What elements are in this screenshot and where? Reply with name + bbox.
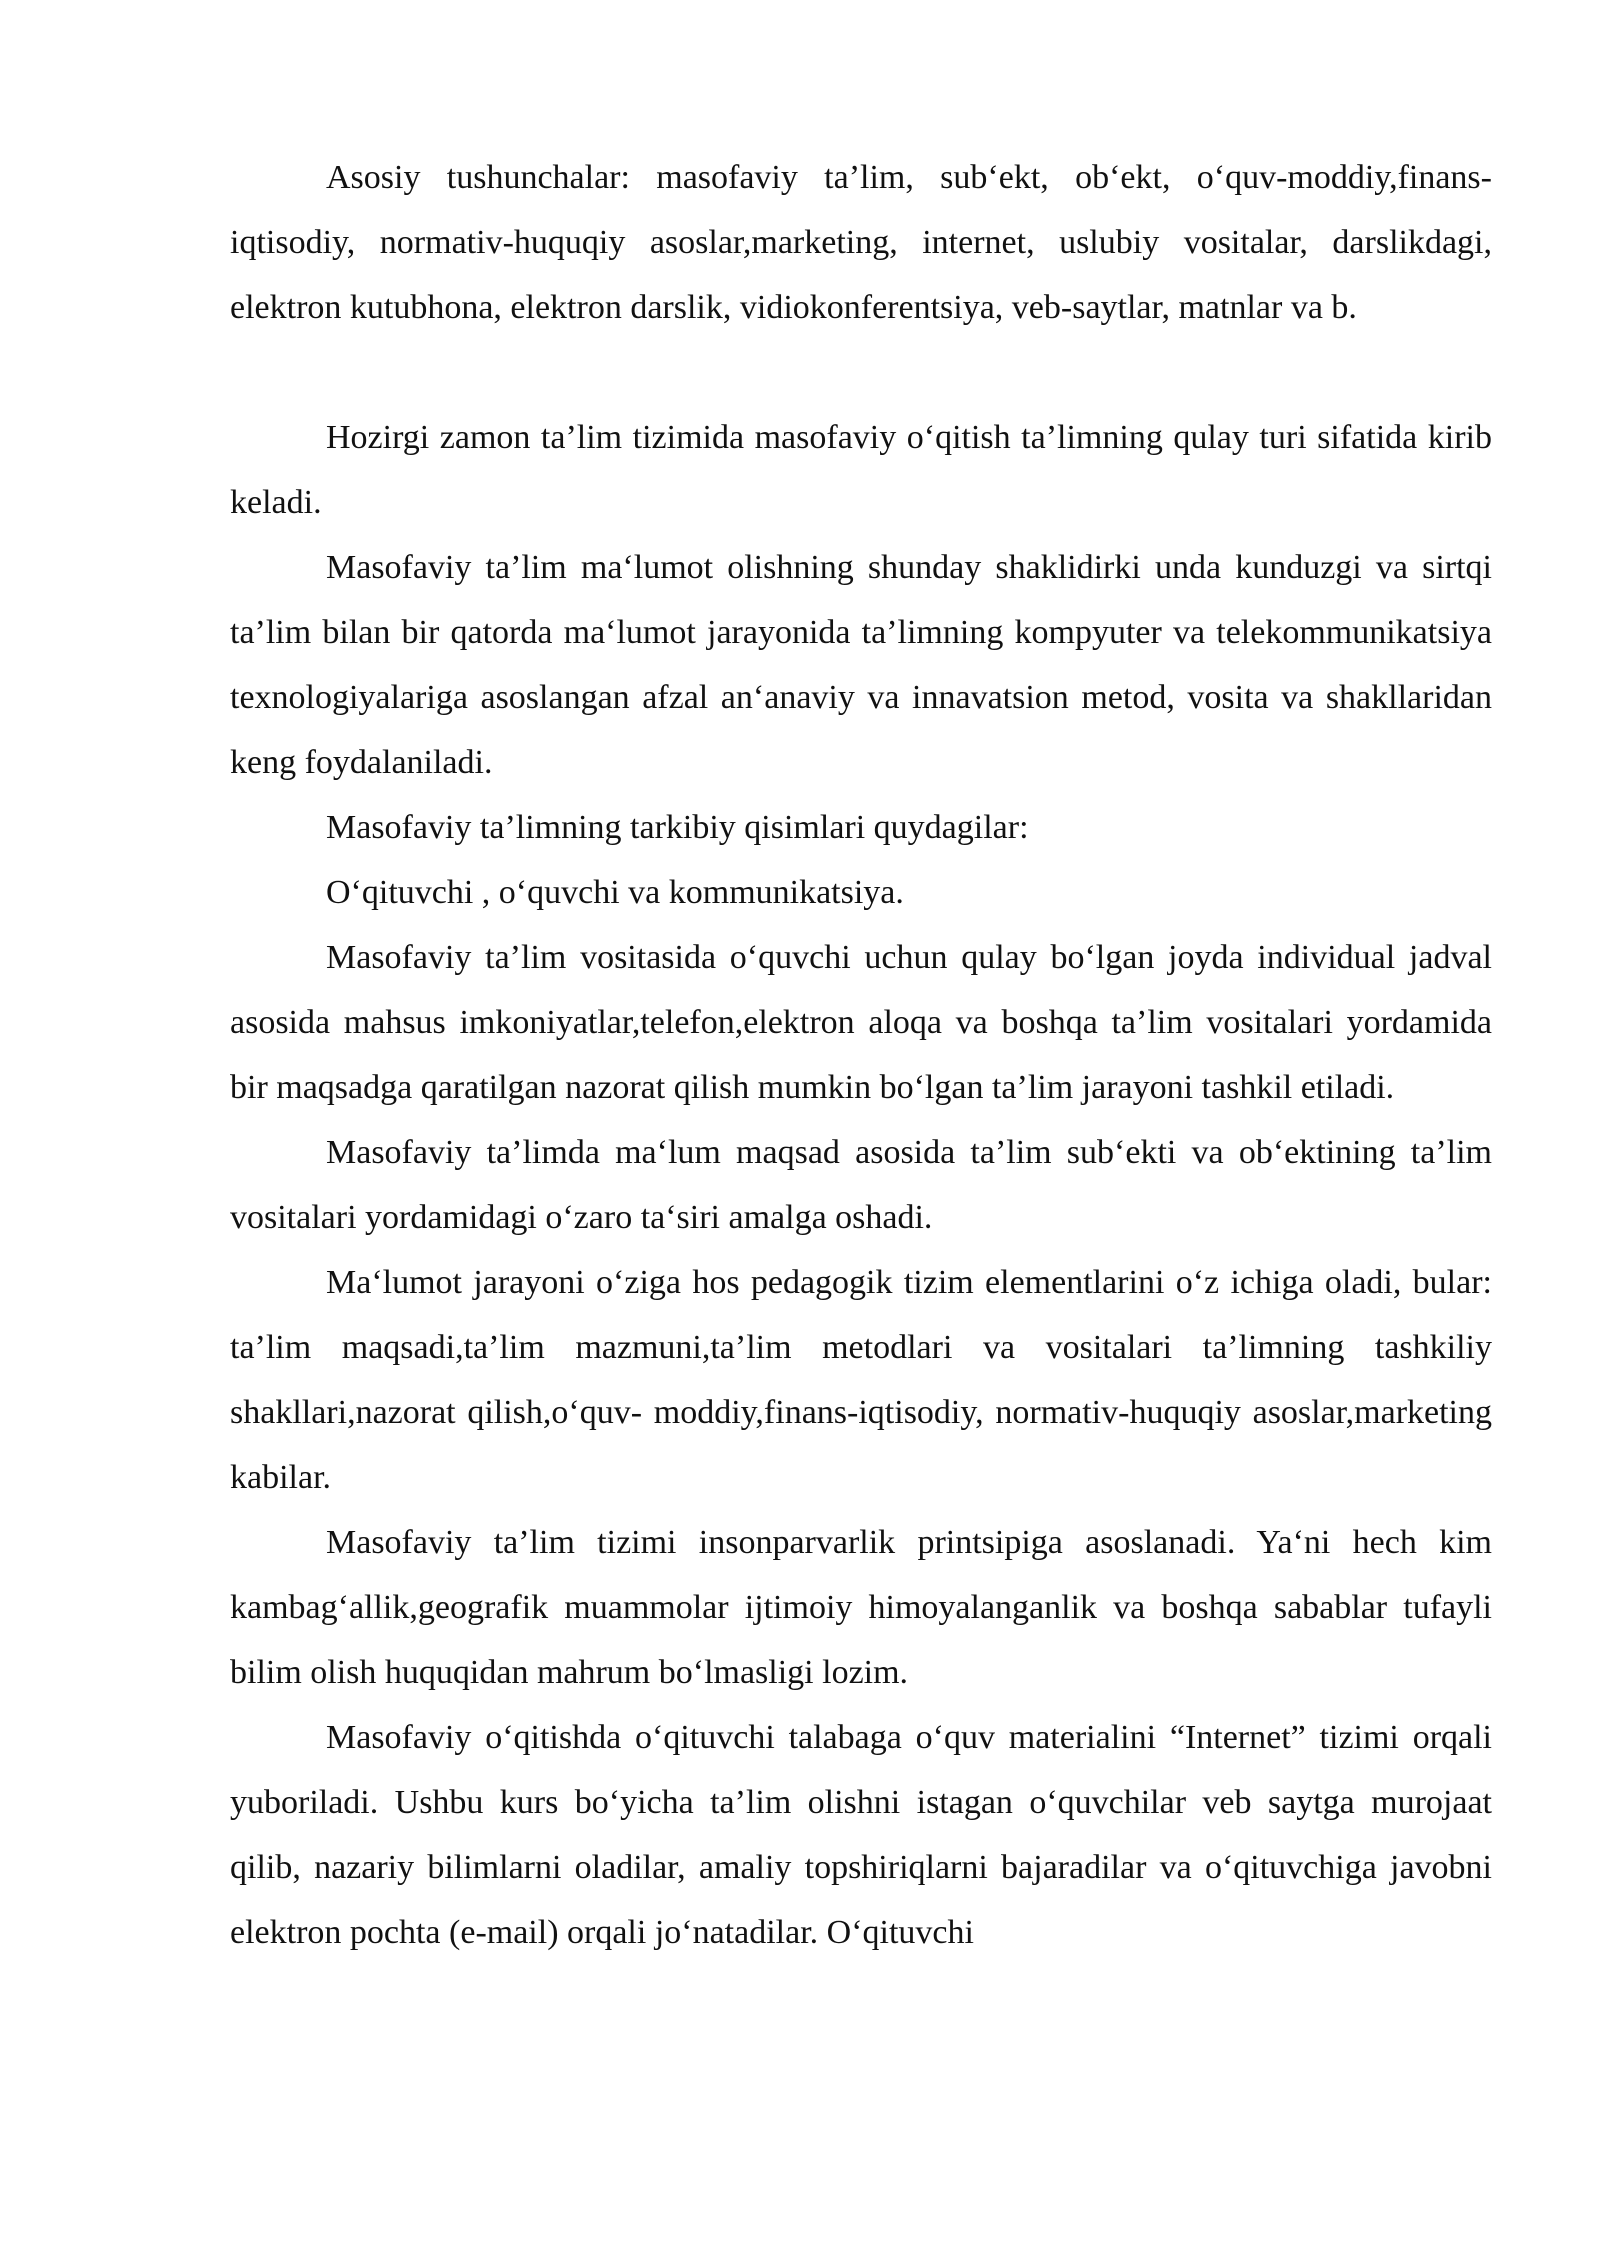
paragraph-modern-education: Hozirgi zamon ta’lim tizimida masofaviy o‘qitish ta’limning qulay turi sifatida kirib keladi.	[230, 419, 1492, 521]
paragraph-individual-schedule: Masofaviy ta’lim vositasida o‘quvchi uchun qulay bo‘lgan joyda individual jadval asosida mahsus imkoniyatlar,telefon,elektron aloqa va boshqa ta’lim vositalari yordamida bir maqsadga qaratilgan nazorat qilish mumkin bo‘lgan ta’lim jarayoni tashkil etiladi.	[230, 939, 1492, 1106]
paragraph-components-list: O‘qituvchi , o‘quvchi va kommunikatsiya.	[326, 874, 904, 911]
paragraph-internet-teaching: Masofaviy o‘qitishda o‘qituvchi talabaga o‘quv materialini “Internet” tizimi orqali yuboriladi. Ushbu kurs bo‘yicha ta’lim olishni istagan o‘quvchilar veb saytga murojaat qilib, nazariy bilimlarni oladilar, amaliy topshiriqlarni bajaradilar va o‘qituvchiga javobni elektron pochta (e-mail) orqali jo‘natadilar. O‘qituvchi	[230, 1719, 1492, 1951]
paragraph-components-intro: Masofaviy ta’limning tarkibiy qisimlari quydagilar:	[326, 809, 1029, 846]
paragraph-key-concepts: Asosiy tushunchalar: masofaviy ta’lim, sub‘ekt, ob‘ekt, o‘quv-moddiy,finans-iqtisodiy, normativ-huquqiy asoslar,marketing, internet, uslubiy vositalar, darslikdagi, elektron kutubhona, elektron darslik, vidiokonferentsiya, veb-saytlar, matnlar va b.	[230, 159, 1492, 326]
paragraph-interaction: Masofaviy ta’limda ma‘lum maqsad asosida ta’lim sub‘ekti va ob‘ektining ta’lim vositalari yordamidagi o‘zaro ta‘siri amalga oshadi.	[230, 1134, 1492, 1236]
document-body	[230, 145, 1492, 1965]
paragraph-pedagogical-system: Ma‘lumot jarayoni o‘ziga hos pedagogik tizim elementlarini o‘z ichiga oladi, bular: ta’lim maqsadi,ta’lim mazmuni,ta’lim metodlari va vositalari ta’limning tashkiliy shakllari,nazorat qilish,o‘quv- moddiy,finans-iqtisodiy, normativ-huquqiy asoslar,marketing kabilar.	[230, 1264, 1492, 1496]
paragraph-distance-definition: Masofaviy ta’lim ma‘lumot olishning shunday shaklidirki unda kunduzgi va sirtqi ta’lim bilan bir qatorda ma‘lumot jarayonida ta’limning kompyuter va telekommunikatsiya texnologiyalariga asoslangan afzal an‘anaviy va innavatsion metod, vosita va shakllaridan keng foydalaniladi.	[230, 549, 1492, 781]
paragraph-humanism-principle: Masofaviy ta’lim tizimi insonparvarlik printsipiga asoslanadi. Ya‘ni hech kim kambag‘allik,geografik muammolar ijtimoiy himoyalanganlik va boshqa sabablar tufayli bilim olish huquqidan mahrum bo‘lmasligi lozim.	[230, 1524, 1492, 1691]
